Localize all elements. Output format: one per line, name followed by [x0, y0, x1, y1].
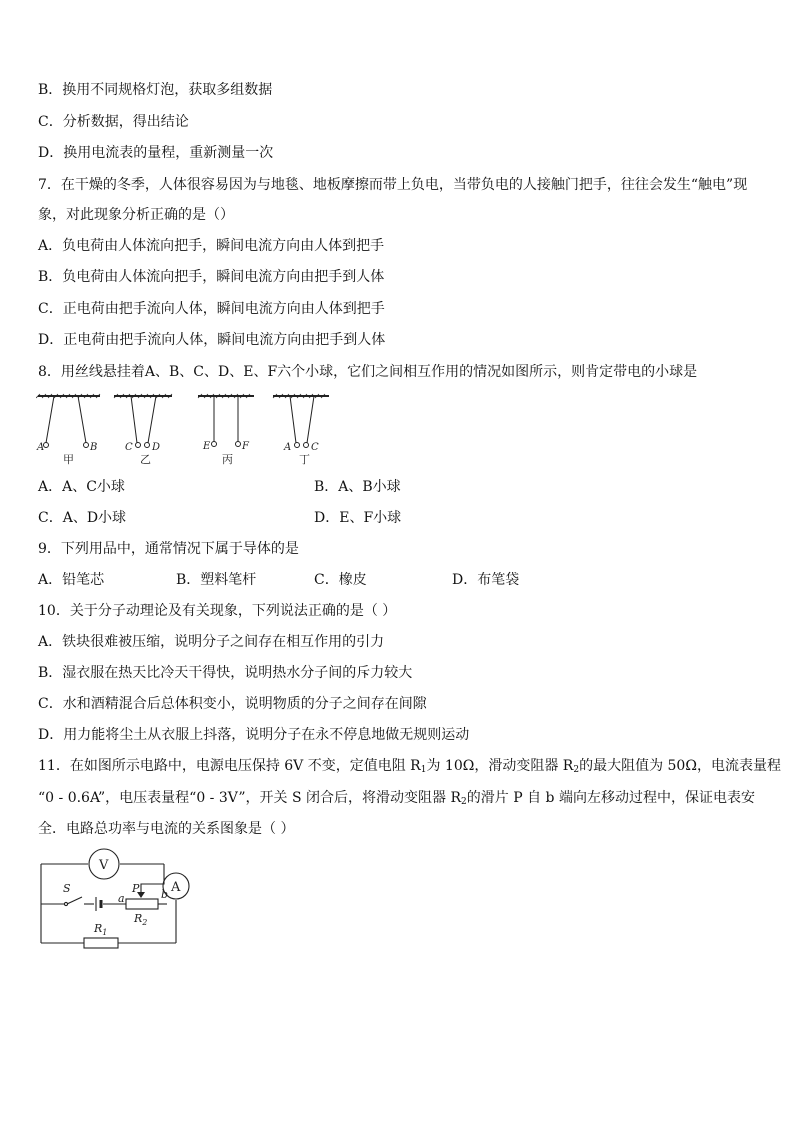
- ball-label: E: [203, 441, 211, 452]
- q10-option-b: B．湿衣服在热天比冷天干得快，说明热水分子间的斥力较大: [38, 665, 413, 681]
- figure-caption: 丁: [299, 453, 310, 466]
- q6-option-c: C．分析数据，得出结论: [38, 114, 189, 130]
- q7-option-d: D．正电荷由把手流向人体，瞬间电流方向由把手到人体: [38, 332, 386, 348]
- q8-option-d: D．E、F小球: [314, 510, 402, 526]
- q9-option-a: A．铅笔芯: [38, 572, 105, 588]
- q10-stem: 10．关于分子动理论及有关现象，下列说法正确的是（ ）: [38, 603, 397, 619]
- q8-figure: [36, 392, 336, 467]
- q6-option-b: B．换用不同规格灯泡，获取多组数据: [38, 82, 273, 98]
- q10-option-d: D．用力能将尘土从衣服上抖落，说明分子在永不停息地做无规则运动: [38, 727, 470, 743]
- q11-stem-line2: “0 - 0.6A”，电压表量程“0 - 3V”，开关 S 闭合后，将滑动变阻器 $R_2$的滑片 P 自 b 端向左移动过程中，保证电表安: [38, 790, 755, 807]
- end-a-label: a: [118, 892, 125, 905]
- q7-stem-line1: 7．在干燥的冬季，人体很容易因为与地毯、地板摩擦而带上负电，当带负电的人接触门把手，往往会发生“触电”现: [38, 177, 748, 193]
- q9-option-d: D．布笔袋: [452, 572, 520, 588]
- q7-option-c: C．正电荷由把手流向人体，瞬间电流方向由人体到把手: [38, 301, 385, 317]
- ball-label: C: [125, 442, 133, 453]
- q10-option-a: A．铁块很难被压缩，说明分子之间存在相互作用的引力: [38, 634, 385, 650]
- q7-option-b: B．负电荷由人体流向把手，瞬间电流方向由把手到人体: [38, 269, 385, 285]
- ball-label: B: [90, 442, 98, 453]
- ammeter-label: A: [171, 880, 181, 895]
- slider-label: P: [132, 882, 140, 895]
- q7-option-a: A．负电荷由人体流向把手，瞬间电流方向由人体到把手: [38, 238, 385, 254]
- q9-stem: 9．下列用品中，通常情况下属于导体的是: [38, 541, 299, 557]
- q11-circuit-diagram: [36, 848, 206, 954]
- q8-option-b: B．A、B小球: [314, 479, 401, 495]
- figure-caption: 乙: [140, 453, 151, 466]
- q6-option-d: D．换用电流表的量程，重新测量一次: [38, 145, 274, 161]
- figure-caption: 甲: [63, 453, 74, 466]
- q9-option-c: C．橡皮: [314, 572, 367, 588]
- voltmeter-label: V: [99, 858, 109, 873]
- ball-label: F: [242, 441, 249, 452]
- switch-label: S: [63, 882, 71, 895]
- figure-caption: 丙: [222, 453, 233, 466]
- r1-label: $R_1$: [94, 922, 108, 937]
- ball-label: D: [152, 442, 161, 453]
- q11-stem-line1: 11．在如图所示电路中，电源电压保持 6V 不变，定值电阻 $R_1$为 10Ω，滑动变阻器 $R_2$的最大阻值为 50Ω，电流表量程: [38, 758, 781, 775]
- q8-stem: 8．用丝线悬挂着A、B、C、D、E、F六个小球，它们之间相互作用的情况如图所示，则肯定带电的小球是: [38, 364, 698, 380]
- q8-option-a: A．A、C小球: [38, 479, 125, 495]
- end-b-label: b: [161, 888, 169, 901]
- r2-label: $R_2$: [134, 912, 148, 927]
- q9-option-b: B．塑料笔杆: [176, 572, 257, 588]
- q7-stem-line2: 象，对此现象分析正确的是（）: [38, 207, 234, 223]
- q8-option-c: C．A、D小球: [38, 510, 127, 526]
- ball-label: C: [311, 442, 319, 453]
- ball-label: A: [37, 442, 45, 453]
- q11-stem-line3: 全．电路总功率与电流的关系图象是（ ）: [38, 821, 295, 837]
- q10-option-c: C．水和酒精混合后总体积变小，说明物质的分子之间存在间隙: [38, 696, 427, 712]
- ball-label: A: [284, 442, 292, 453]
